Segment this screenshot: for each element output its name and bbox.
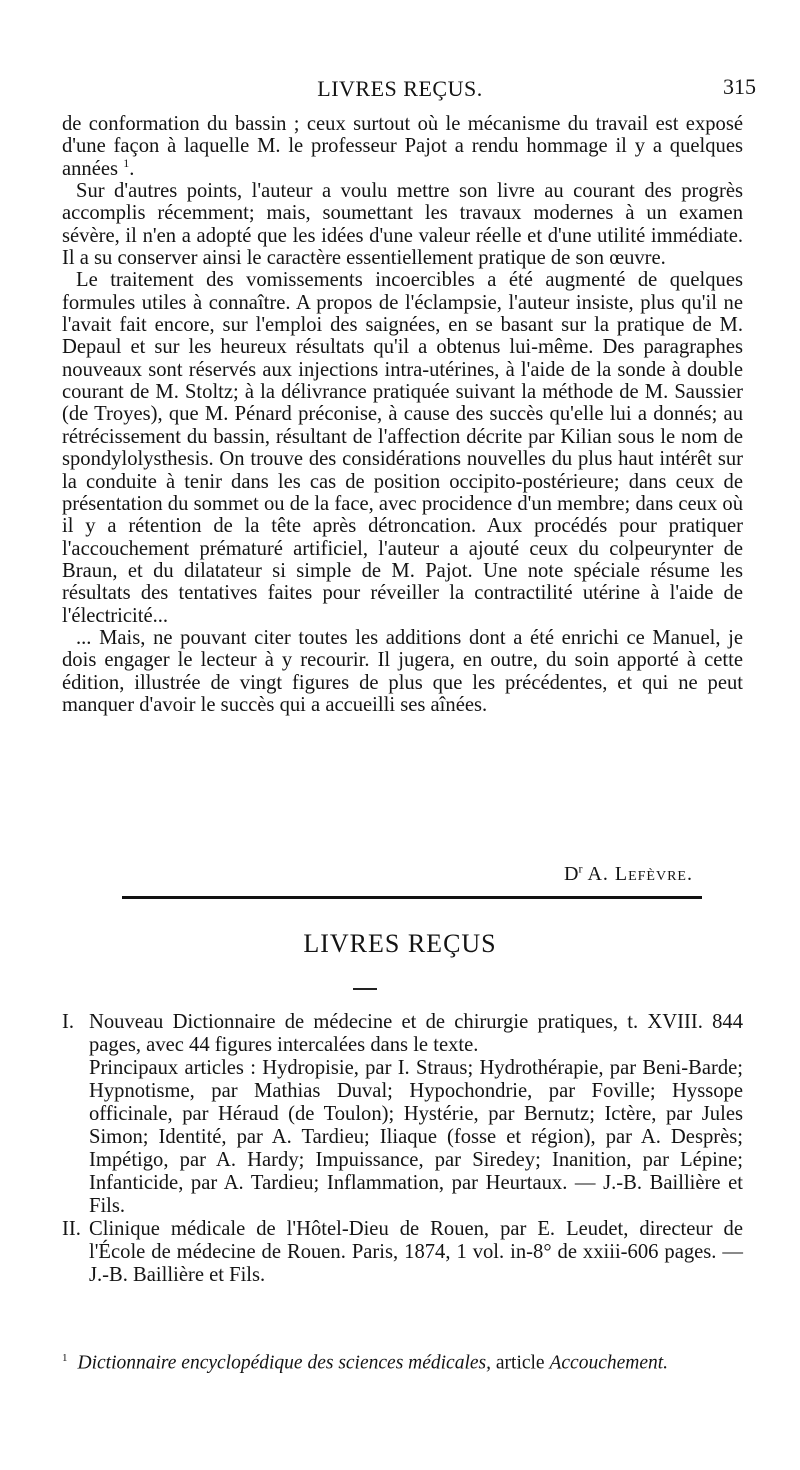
review-paragraph-1-text: de conformation du bassin ; ceux surtout où le mécanisme du travail est exposé d'une façon à laquelle M. le professeur Pajot a rendu hommage il y a quelques années bbox=[62, 113, 743, 180]
item-number: II. bbox=[62, 1218, 81, 1240]
footnote-mark: 1 bbox=[62, 1352, 68, 1364]
review-paragraph-3: Le traitement des vomissements incoercibles a été augmenté de quelques formules utiles à connaître. A propos de l'éclampsie, l'auteur insiste, plus qu'il ne l'avait fait encore, sur l'emploi des saignées, en se basant sur la pratique de M. Depaul et sur les heureux résultats qu'il a obtenus lui-même. Des paragraphes nouveaux sont réservés aux injections intra-utérines, à l'aide de la sonde à double courant de M. Stoltz; à la délivrance pratiquée suivant la méthode de M. Saussier (de Troyes), que M. Pénard préconise, à cause des succès qu'elle lui a donnés; au rétrécissement du bassin, résultant de l'affection décrite par Kilian sous le nom de spondylolysthesis. On trouve des considérations nouvelles du plus haut intérêt sur la conduite à tenir dans les cas de position occipito-postérieure; dans ceux de présentation du sommet ou de la face, avec procidence d'un membre; dans ceux où il y a rétention de la tête après détroncation. Aux procédés pour pratiquer l'accouchement prématuré artificiel, l'auteur a ajouté ceux du colpeurynter de Braun, et du dilatateur si simple de M. Pajot. Une note spéciale résume les résultats des tentatives faites pour réveiller la contractilité utérine à l'aide de l'électricité... bbox=[62, 269, 743, 627]
item-content bbox=[89, 1218, 743, 1287]
review-paragraph-1 bbox=[62, 113, 743, 180]
item-content bbox=[89, 1011, 743, 1218]
item-number: I. bbox=[62, 1011, 75, 1033]
footnote-reference: 1 bbox=[123, 155, 130, 170]
title-underline bbox=[353, 988, 377, 990]
footnote-text: article bbox=[491, 1352, 550, 1374]
item-main: Clinique médicale de l'Hôtel-Dieu de Rouen, par E. Leudet, directeur de l'École de médecine de Rouen. Paris, 1874, 1 vol. in-8° de xxiii-606 pages. — J.-B. Baillière et Fils. bbox=[89, 1218, 743, 1286]
item-detail: Principaux articles : Hydropisie, par I. Straus; Hydrothérapie, par Beni-Barde; Hypnotisme, par Mathias Duval; Hypochondrie, par Foville; Hyssope officinale, par Héraud (de Toulon); Hystérie, par Bernutz; Ictère, par Jules Simon; Identité, par A. Tardieu; Iliaque (fosse et région), par A. Desprès; Impétigo, par A. Hardy; Impuissance, par Siredey; Inanition, par Lépine; Infanticide, par A. Tardieu; Inflammation, par Heurtaux. — J.-B. Baillière et Fils. bbox=[89, 1057, 743, 1217]
review-paragraph-4: ... Mais, ne pouvant citer toutes les additions dont a été enrichi ce Manuel, je dois engager le lecteur à y recourir. Il jugera, en outre, du soin apporté à cette édition, illustrée de vingt figures de plus que les précédentes, et qui ne peut manquer d'avoir le succès qui a accueilli ses aînées. bbox=[62, 626, 743, 716]
books-list bbox=[62, 1011, 743, 1287]
footnote-title: Dictionnaire encyclopédique des sciences médicales, bbox=[77, 1352, 491, 1374]
page-header bbox=[60, 74, 756, 108]
section-title: LIVRES REÇUS bbox=[303, 929, 497, 958]
footnote bbox=[62, 1347, 762, 1375]
signature-title-superscript: r bbox=[578, 861, 583, 876]
signature-name: A. Lefèvre. bbox=[587, 863, 693, 885]
list-item bbox=[62, 1011, 743, 1218]
section-divider bbox=[122, 896, 702, 899]
page-number: 315 bbox=[723, 74, 756, 99]
item-main: Nouveau Dictionnaire de médecine et de chirurgie pratiques, t. XVIII. 844 pages, avec 44 figures intercalées dans le texte. bbox=[89, 1011, 743, 1056]
review-paragraph-1-end: . bbox=[129, 157, 135, 180]
review-text bbox=[62, 113, 743, 716]
review-paragraph-2: Sur d'autres points, l'auteur a voulu mettre son livre au courant des progrès accomplis récemment; mais, soumettant les travaux modernes à un examen sévère, il n'en a adopté que les idées d'une valeur réelle et d'une utilité immédiate. Il a su conserver ainsi le caractère essentiellement pratique de son œuvre. bbox=[62, 180, 743, 270]
review-signature bbox=[564, 863, 693, 886]
footnote-article: Accouchement. bbox=[549, 1352, 669, 1374]
running-head: LIVRES REÇUS. bbox=[317, 76, 483, 101]
signature-title: D bbox=[563, 863, 579, 885]
list-item bbox=[62, 1218, 743, 1287]
